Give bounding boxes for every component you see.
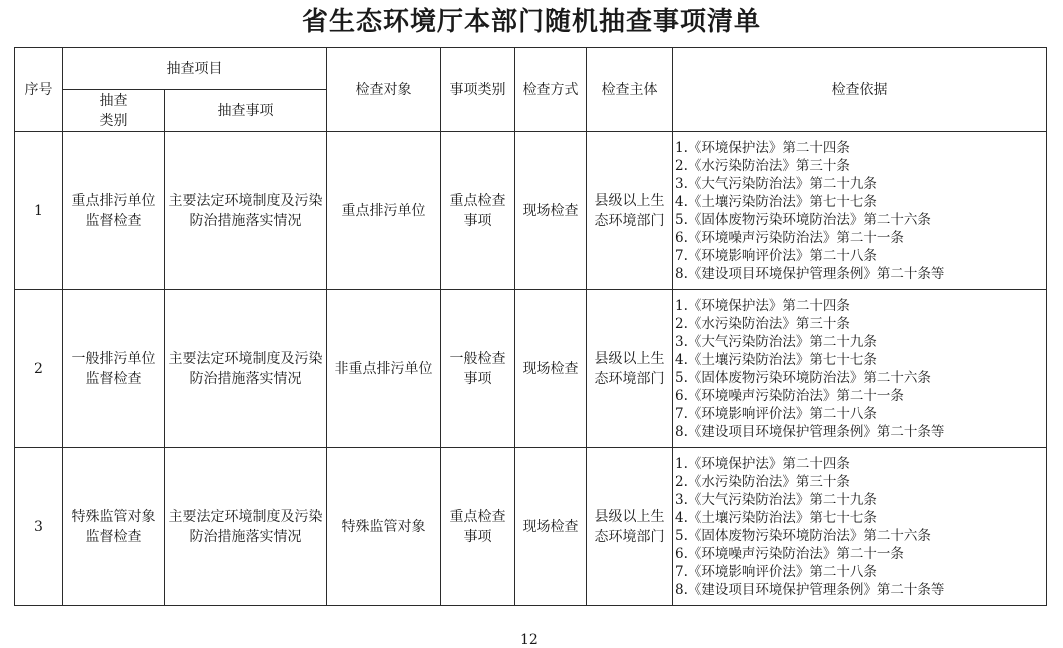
basis-item: 2.《水污染防治法》第三十条 [675, 473, 850, 490]
basis-item: 6.《环境噪声污染防治法》第二十一条 [675, 387, 904, 404]
cell-type: 一般检查事项 [441, 290, 515, 448]
basis-item: 4.《土壤污染防治法》第七十七条 [675, 193, 877, 210]
table-row [15, 132, 1047, 290]
cell-subject: 县级以上生态环境部门 [587, 290, 673, 448]
basis-item: 7.《环境影响评价法》第二十八条 [675, 247, 877, 264]
document-title: 省生态环境厅本部门随机抽查事项清单 [301, 7, 761, 37]
cell-seq: 3 [15, 448, 63, 606]
basis-item: 6.《环境噪声污染防治法》第二十一条 [675, 229, 904, 246]
header-subject: 检查主体 [587, 48, 673, 132]
cell-basis [673, 132, 1047, 290]
basis-item: 2.《水污染防治法》第三十条 [675, 157, 850, 174]
cell-target: 非重点排污单位 [327, 290, 441, 448]
basis-list [675, 139, 1046, 283]
header-method: 检查方式 [515, 48, 587, 132]
table-row [15, 290, 1047, 448]
cell-type: 重点检查事项 [441, 448, 515, 606]
basis-item: 8.《建设项目环境保护管理条例》第二十条等 [675, 581, 945, 598]
basis-item: 4.《土壤污染防治法》第七十七条 [675, 351, 877, 368]
basis-item: 2.《水污染防治法》第三十条 [675, 315, 850, 332]
cell-category: 特殊监管对象监督检查 [63, 448, 165, 606]
cell-category: 重点排污单位监督检查 [63, 132, 165, 290]
header-item: 抽查事项 [165, 90, 327, 132]
header-seq: 序号 [15, 48, 63, 132]
basis-list [675, 297, 1046, 441]
cell-seq: 2 [15, 290, 63, 448]
cell-item: 主要法定环境制度及污染防治措施落实情况 [165, 132, 327, 290]
basis-item: 1.《环境保护法》第二十四条 [675, 297, 850, 314]
basis-item: 8.《建设项目环境保护管理条例》第二十条等 [675, 265, 945, 282]
cell-seq: 1 [15, 132, 63, 290]
cell-subject: 县级以上生态环境部门 [587, 448, 673, 606]
header-category: 抽查 类别 [63, 90, 165, 132]
cell-category: 一般排污单位监督检查 [63, 290, 165, 448]
cell-subject: 县级以上生态环境部门 [587, 132, 673, 290]
header-basis: 检查依据 [673, 48, 1047, 132]
basis-item: 1.《环境保护法》第二十四条 [675, 455, 850, 472]
cell-type: 重点检查事项 [441, 132, 515, 290]
basis-item: 6.《环境噪声污染防治法》第二十一条 [675, 545, 904, 562]
basis-item: 7.《环境影响评价法》第二十八条 [675, 563, 877, 580]
basis-item: 1.《环境保护法》第二十四条 [675, 139, 850, 156]
basis-list [675, 455, 1046, 599]
cell-item: 主要法定环境制度及污染防治措施落实情况 [165, 290, 327, 448]
header-row-1 [15, 48, 1047, 90]
cell-basis [673, 290, 1047, 448]
basis-item: 5.《固体废物污染环境防治法》第二十六条 [675, 527, 931, 544]
header-type: 事项类别 [441, 48, 515, 132]
table-row [15, 448, 1047, 606]
cell-target: 特殊监管对象 [327, 448, 441, 606]
basis-item: 7.《环境影响评价法》第二十八条 [675, 405, 877, 422]
basis-item: 8.《建设项目环境保护管理条例》第二十条等 [675, 423, 945, 440]
basis-item: 3.《大气污染防治法》第二十九条 [675, 491, 877, 508]
basis-item: 3.《大气污染防治法》第二十九条 [675, 175, 877, 192]
header-project-group: 抽查项目 [63, 48, 327, 90]
basis-item: 5.《固体废物污染环境防治法》第二十六条 [675, 211, 931, 228]
inspection-table [14, 47, 1047, 606]
basis-item: 5.《固体废物污染环境防治法》第二十六条 [675, 369, 931, 386]
page-number: 12 [520, 632, 538, 648]
cell-method: 现场检查 [515, 132, 587, 290]
basis-item: 3.《大气污染防治法》第二十九条 [675, 333, 877, 350]
cell-basis [673, 448, 1047, 606]
cell-target: 重点排污单位 [327, 132, 441, 290]
cell-item: 主要法定环境制度及污染防治措施落实情况 [165, 448, 327, 606]
cell-method: 现场检查 [515, 448, 587, 606]
basis-item: 4.《土壤污染防治法》第七十七条 [675, 509, 877, 526]
header-target: 检查对象 [327, 48, 441, 132]
cell-method: 现场检查 [515, 290, 587, 448]
